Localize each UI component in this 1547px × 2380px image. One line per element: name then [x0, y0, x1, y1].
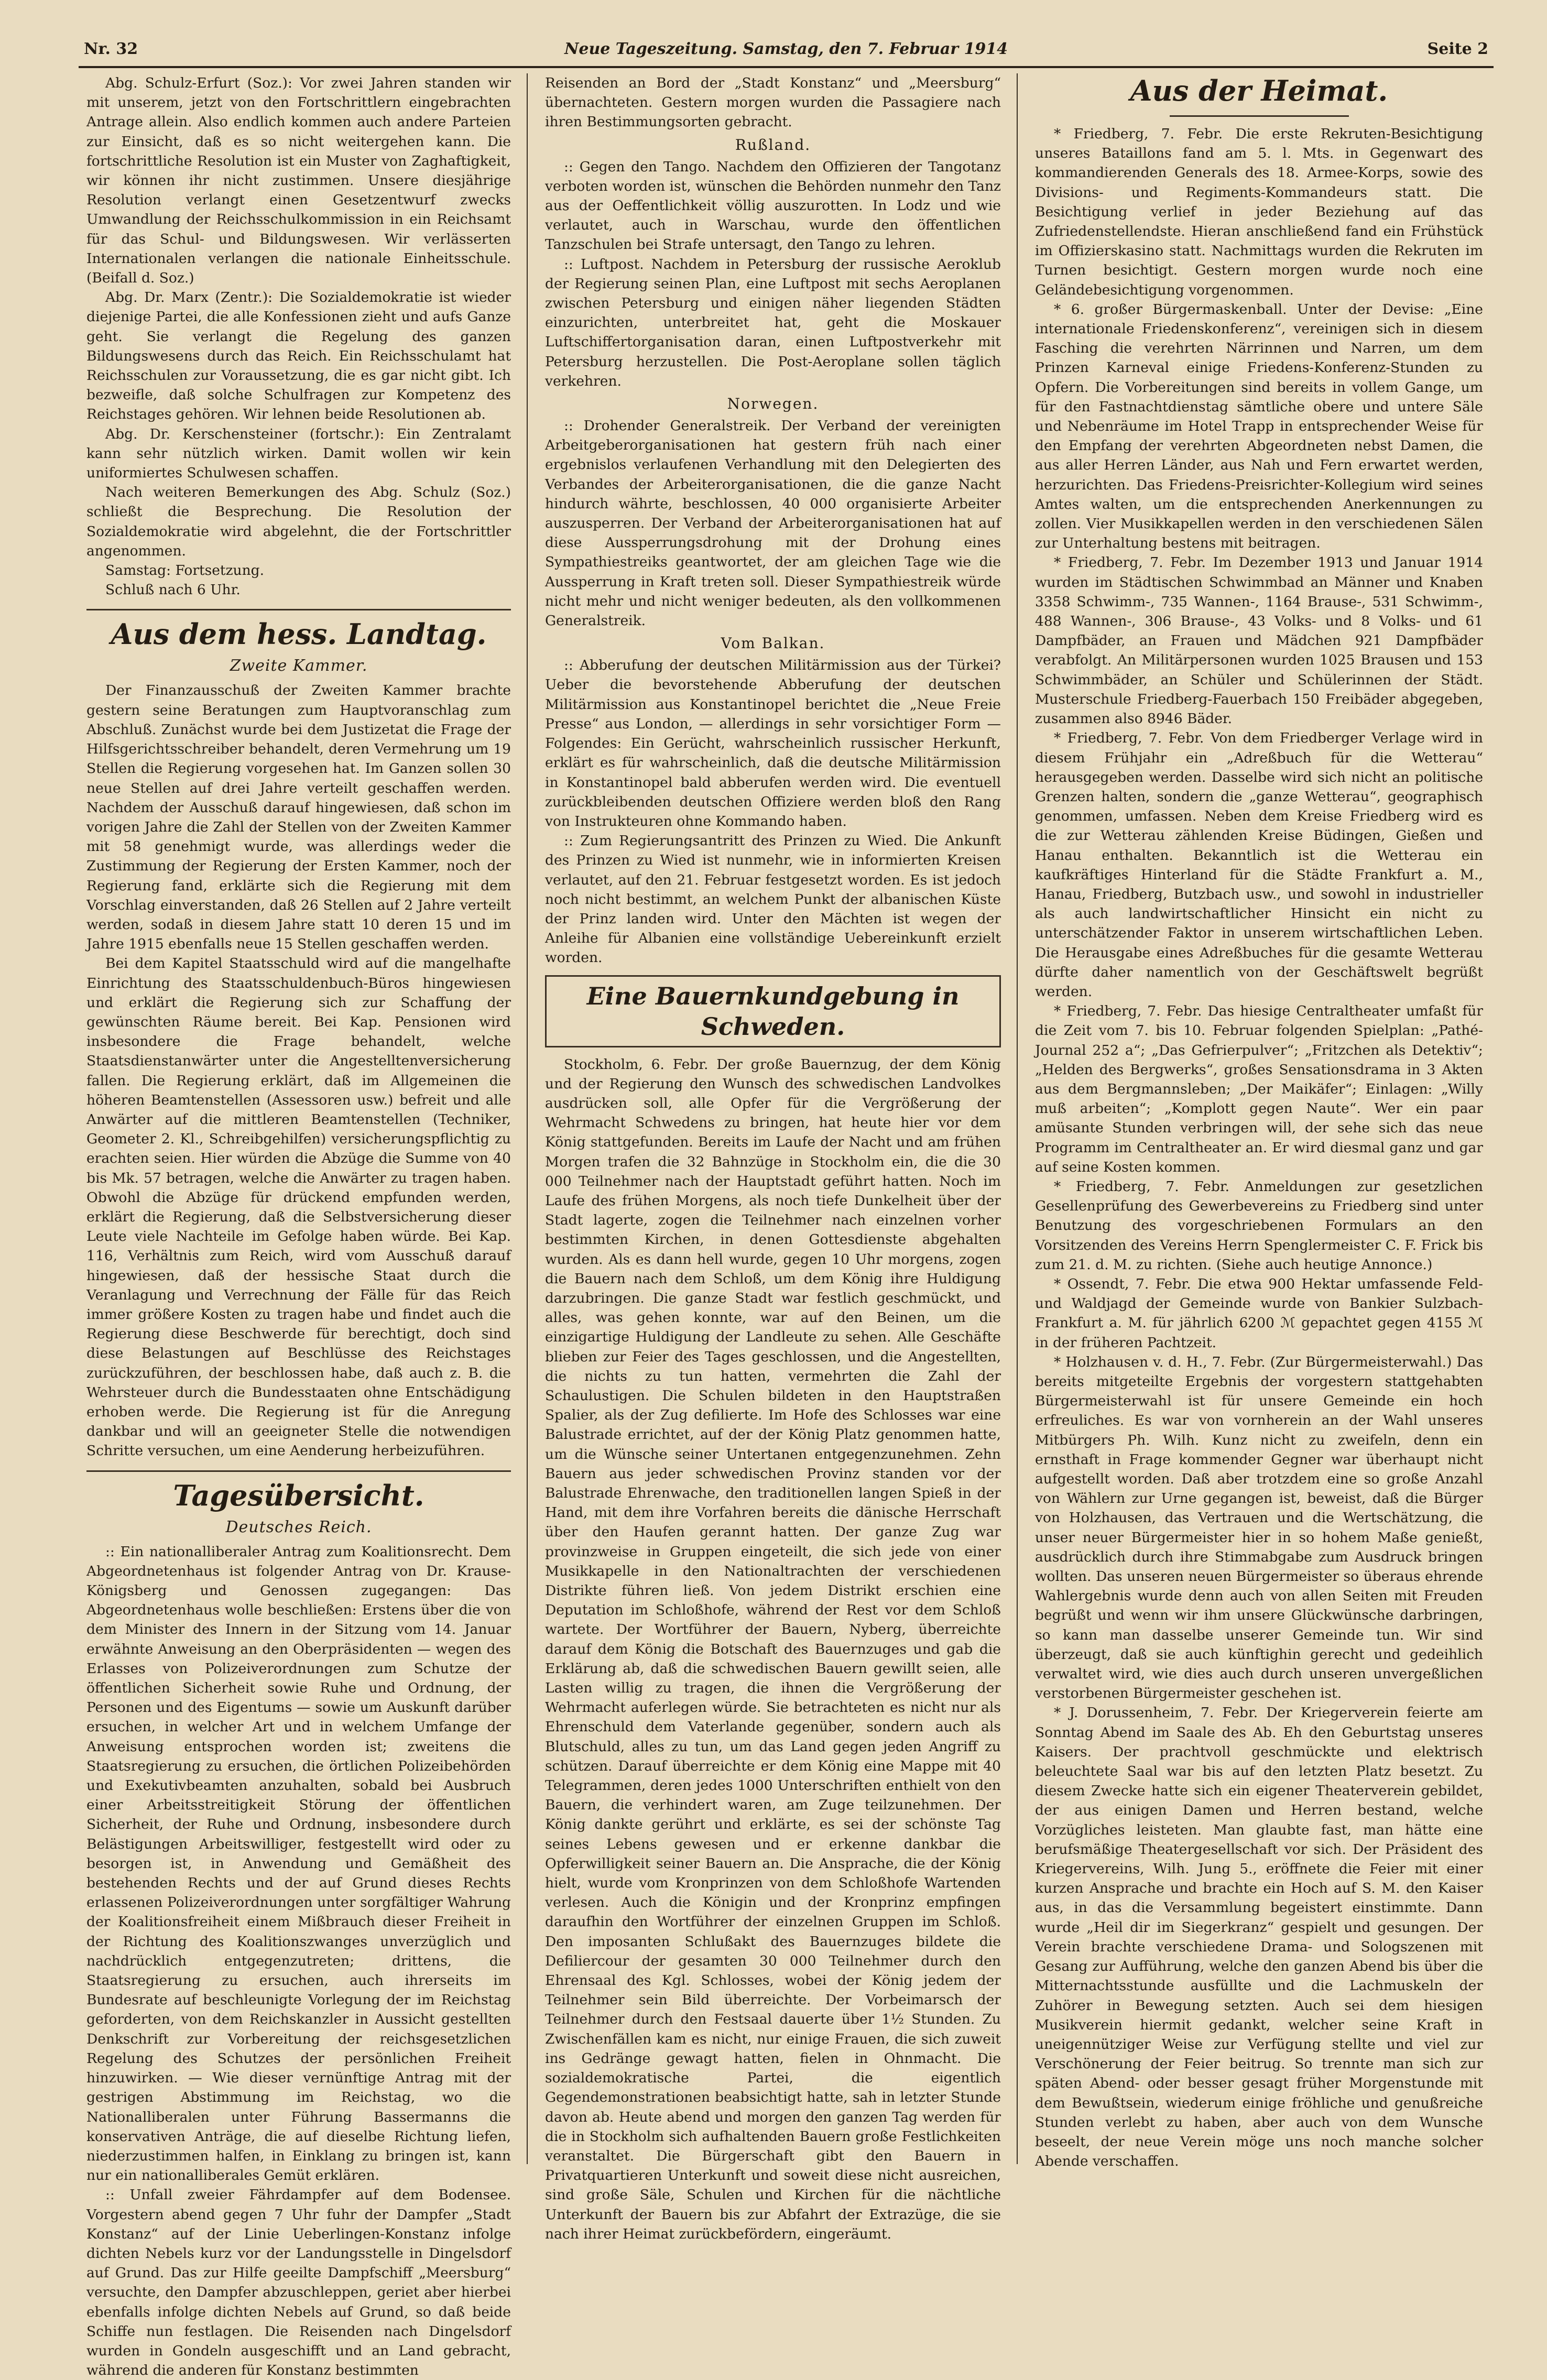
paragraph: * Holzhausen v. d. H., 7. Febr. (Zur Bürgermeisterwahl.) Das bereits mitgeteilte Ergebnis der vorgestern stattgehabten Bürgermeisterwahl ist für unsere Gemeinde ein hoch erfreuliches. Es war von vornherein an der Wahl unseres Mitbürgers Ph. Wilh. Kunz nicht zu zweifeln, denn ein ernsthaft in Frage kommender Gegner war überhaupt nicht aufgestellt worden. Daß aber trotzdem eine so große Anzahl von Wählern zur Urne gegangen ist, beweist, daß die Bürger von Holzhausen, das Vertrauen und die Wertschätzung, die unser neuer Bürgermeister hier in so hohem Maße genießt, ausdrücklich durch ihre Stimmabgabe zum Ausdruck bringen wollten. Das unseren neuen Bürgermeister so überaus ehrende Wahlergebnis wurde denn auch von allen Seiten mit Freuden begrüßt und wenn wir ihm unsere Glückwünsche darbringen, so kann man dasselbe unserer Gemeinde tun. Wir sind überzeugt, daß sie auch künftighin gerecht und gedeihlich verwaltet wird, wie dies auch durch unseren unvergeßlichen verstorbenen Bürgermeister geschehen ist. [1035, 1353, 1483, 1702]
paragraph: Reisenden an Bord der „Stadt Konstanz“ und „Meersburg“ übernachteten. Gestern morgen wurden die Passagiere nach ihren Bestimmungsorten gebracht. [545, 75, 1001, 130]
paragraph: Bei dem Kapitel Staatsschuld wird auf die mangelhafte Einrichtung des Staatsschuldenbuch-Büros hingewiesen und erklärt die Regierung sich zur Schaffung der gewünschten Räume bereit. Bei Kap. Pensionen wird insbesondere die Frage behandelt, welche Staatsdienstanwärter unter die Angestelltenversicherung fallen. Die Regierung erklärt, daß im Allgemeinen die höheren Beamtenstellen (Assessoren usw.) befreit und alle Anwärter auf die mittleren Beamtenstellen (Techniker, Geometer 2. Kl., Schreibgehilfen) versicherungspflichtig zu erachten seien. Hier würden die Abzüge die Summe von 40 bis Mk. 57 betragen, welche die Anwärter zu tragen haben. Obwohl die Abzüge für drückend empfunden werden, erklärt die Regierung, daß die Selbstversicherung dieser Leute viele Nachteile im Gefolge haben würde. Bei Kap. 116, Verhältnis zum Reich, wird vom Ausschuß darauf hingewiesen, daß der hessische Staat durch die Veranlagung und Verrechnung der Fälle für das Reich immer größere Kosten zu tragen habe und findet auch die Regierung diese Beschwerde für berechtigt, doch sind diese Belastungen auf Beschlüsse des Reichstages zurückzuführen, der beschlossen habe, daß auch z. B. die Wehrsteuer durch die Bundesstaaten ohne Entschädigung erhoben werde. Die Regierung ist für die Anregung dankbar und will an geeigneter Stelle die notwendigen Schritte versuchen, um eine Aenderung herbeizuführen. [86, 955, 511, 1459]
paragraph: Samstag: Fortsetzung. [105, 562, 265, 579]
paragraph: * Friedberg, 7. Febr. Von dem Friedberger Verlage wird in diesem Frühjahr ein „Adreßbuch für die Wetterau“ herausgegeben werden. Dasselbe wird sich nicht an politische Grenzen halten, sondern die „ganze Wetterau“, geographisch genommen, umfassen. Neben dem Kreise Friedberg wird es die zur Wetterau zählenden Kreise Büdingen, Gießen und Hanau enthalten. Bekanntlich ist die Wetterau ein kaufkräftiges Hinterland für die Städte Frankfurt a. M., Hanau, Friedberg, Butzbach usw., und sowohl in industrieller als auch landwirtschaftlicher Hinsicht ein nicht zu unterschätzender Faktor in unserem wirtschaftlichen Leben. Die Herausgabe eines Adreßbuches für die gesamte Wetterau dürfte daher namentlich von der Geschäftswelt begrüßt werden. [1035, 730, 1483, 1000]
section-divider [1170, 115, 1349, 117]
paragraph: Abg. Schulz-Erfurt (Soz.): Vor zwei Jahren standen wir mit unserem, jetzt von den Fortschrittlern eingebrachten Antrage allein. Also endlich kommen auch andere Parteien zur Einsicht, daß es so nicht weitergehen kann. Die fortschrittliche Resolution ist ein Muster von Zaghaftigkeit, wir können ihr nicht zustimmen. Unsere diesjährige Resolution verlangt einen Gesetzentwurf zwecks Umwandlung der Reichsschulkommission in ein Reichsamt für das Schul- und Bildungswesen. Wir verlässerten Internationalen verlangen die nationale Einheitsschule. (Beifall d. Soz.) [86, 75, 511, 287]
page-number: Seite 2 [1427, 40, 1488, 58]
landtag-heading: Aus dem hess. Landtag. [111, 617, 487, 651]
section-divider [86, 609, 511, 610]
norwegen-heading: Norwegen. [727, 395, 819, 413]
paragraph: * Friedberg, 7. Febr. Das hiesige Centraltheater umfaßt für die Zeit vom 7. bis 10. Februar folgenden Spielplan: „Pathé-Journal 252 a“; „Das Gefrierpulver“; „Fritzchen als Detektiv“; „Helden des Bergwerks“, großes Sensationsdrama in 3 Akten aus dem Bergmannsleben; „Der Maikäfer“; Einlagen: „Willy muß arbeiten“; „Komplott gegen Naute“. Wer ein paar amüsante Stunden verbringen will, der sehe sich das neue Programm im Centraltheater an. Er wird diesmal ganz und gar auf seine Kosten kommen. [1035, 1003, 1483, 1175]
column-rule-1 [527, 73, 528, 2164]
paragraph: :: Ein nationalliberaler Antrag zum Koalitionsrecht. Dem Abgeordnetenhaus ist folgender Antrag von Dr. Krause-Königsberg und Genossen zugegangen: Das Abgeordnetenhaus wolle beschließen: Erstens über die von dem Minister des Innern in der Sitzung vom 14. Januar erwähnte Anweisung an den Oberpräsidenten — wegen des Erlasses von Polizeiverordnungen zum Schutze der öffentlichen Sicherheit sowie Ruhe und Ordnung, der Personen und des Eigentums — sowie um Auskunft darüber ersuchen, in welcher Art und in welchem Umfange der Anweisung entsprochen worden ist; zweitens die Staatsregierung zu ersuchen, die örtlichen Polizeibehörden und Exekutivbeamten anzuhalten, sobald bei Ausbruch einer Arbeitsstreitigkeit Störung der öffentlichen Sicherheit, der Ruhe und Ordnung, insbesondere durch Belästigungen Arbeitswilliger, festgestellt wird oder zu besorgen ist, in Anwendung und Gemäßheit des bestehenden Rechts und der auf Grund dieses Rechts erlassenen Polizeiverordnungen unter sorgfältiger Wahrung der Koalitionsfreiheit einem Mißbrauch dieser Freiheit in der Richtung des Koalitionszwanges unverzüglich und nachdrücklich entgegenzutreten; drittens, die Staatsregierung zu ersuchen, auch ihrerseits im Bundesrate auf beschleunigte Vorlegung der im Reichstag geforderten, von dem Reichskanzler in Aussicht gestellten Denkschrift zur Vorbereitung der reichsgesetzlichen Regelung des Schutzes der persönlichen Freiheit hinzuwirken. — Wie dieser vernünftige Antrag mit der gestrigen Abstimmung im Reichstag, wo die Nationalliberalen unter Führung Bassermanns die konservativen Anträge, die auf dieselbe Richtung liefen, niederzustimmen halfen, in Einklang zu bringen ist, kann nur ein nationalliberales Gemüt erklären. [86, 1543, 511, 2184]
deutsches-reich-heading: Deutsches Reich. [225, 1517, 372, 1536]
headline-box [545, 975, 1001, 1047]
paragraph: * Ossendt, 7. Febr. Die etwa 900 Hektar umfassende Feld- und Waldjagd der Gemeinde wurde von Bankier Sulzbach-Frankfurt a. M. für jährlich 6200 ℳ gepachtet gegen 4155 ℳ in der früheren Pachtzeit. [1035, 1275, 1483, 1351]
paragraph: * 6. großer Bürgermaskenball. Unter der Devise: „Eine internationale Friedenskonferenz“, vereinigen sich in diesem Fasching die verehrten Närrinnen und Narren, um dem Prinzen Karneval einige Friedens-Konferenz-Stunden zu Opfern. Die Vorbereitungen sind bereits in vollem Gange, um für den Fastnachtdienstag sämtliche obere und untere Säle und Nebenräume im Hotel Trapp in entsprechender Weise für den Empfang der verehrten Abgeordneten nebst Damen, die aus aller Herren Länder, aus Nah und Fern erwartet werden, herzurichten. Das Friedens-Preisrichter-Kollegium wird seines Amtes walten, um die entsprechenden Anerkennungen zu zollen. Vier Musikkapellen werden in den verschiedenen Sälen zur Unterhaltung bestens mit beitragen. [1035, 301, 1483, 552]
column-3 [1035, 73, 1483, 2170]
paragraph: :: Gegen den Tango. Nachdem den Offizieren der Tangotanz verboten worden ist, wünschen die Behörden nunmehr den Tanz aus der Oeffentlichkeit völlig auszurotten. In Lodz und wie verlautet, auch in Warschau, wurde den öffentlichen Tanzschulen bei Strafe untersagt, den Tango zu lehren. [545, 158, 1001, 253]
paper-title: Neue Tageszeitung. Samstag, den 7. Februar 1914 [564, 40, 1008, 58]
paragraph: Abg. Dr. Kerschensteiner (fortschr.): Ein Zentralamt kann sehr nützlich wirken. Damit wollen wir kein uniformiertes Schulwesen schaffen. [86, 425, 511, 482]
column-1 [86, 73, 511, 2379]
paragraph: Schluß nach 6 Uhr. [105, 582, 241, 598]
paragraph: * Friedberg, 7. Febr. Im Dezember 1913 und Januar 1914 wurden im Städtischen Schwimmbad an Männer und Knaben 3358 Schwimm-, 735 Wannen-, 1164 Brause-, 531 Schwimm-, 488 Wannen-, 306 Brause-, 43 Volks- und 8 Volks- und 61 Dampfbäder, an Frauen und Mädchen 921 Dampfbäder verabfolgt. An Militärpersonen wurden 1025 Brausen und 153 Schwimmbäder, an Schüler und Schülerinnen der Städt. Musterschule Friedberg-Fauerbach 150 Freibäder abgegeben, zusammen also 8946 Bäder. [1035, 554, 1483, 727]
paragraph: * Friedberg, 7. Febr. Die erste Rekruten-Besichtigung unseres Bataillons fand am 5. l. Mts. in Gegenwart des kommandierenden Generals des 18. Armee-Korps, sowie des Divisions- und Regiments-Kommandeurs statt. Die Besichtigung verlief in jeder Beziehung auf das Zufriedenstellendste. Hieran anschließend fand ein Frühstück im Offizierskasino statt. Nachmittags wurden die Rekruten im Turnen besichtigt. Gestern morgen wurde noch eine Geländebesichtigung vorgenommen. [1035, 126, 1483, 298]
paragraph: * Friedberg, 7. Febr. Anmeldungen zur gesetzlichen Gesellenprüfung des Gewerbevereins zu Friedberg sind unter Benutzung des vorgeschriebenen Formulars an den Vorsitzenden des Vereins Herrn Spenglermeister C. F. Frick bis zum 21. d. M. zu richten. (Siehe auch heutige Annonce.) [1035, 1178, 1483, 1273]
paragraph: Nach weiteren Bemerkungen des Abg. Schulz (Soz.) schließt die Besprechung. Die Resolution der Sozialdemokratie wird abgelehnt, die der Fortschrittler angenommen. [86, 484, 511, 559]
paragraph: Abg. Dr. Marx (Zentr.): Die Sozialdemokratie ist wieder diejenige Partei, die alle Konfessionen zieht und aufs Ganze geht. Sie verlangt die Regelung des ganzen Bildungswesens durch das Reich. Ein Reichsschulamt hat Reichsschulen zur Voraussetzung, die es gar nicht gibt. Ich bezweifle, daß solche Schulfragen zur Kompetenz des Reichstages gehören. Wir lehnen beide Resolutionen ab. [86, 289, 511, 423]
bauern-heading: Eine Bauernkundgebung in Schweden. [586, 981, 960, 1041]
paragraph: Der Finanzausschuß der Zweiten Kammer brachte gestern seine Beratungen zum Hauptvoranschlag zum Abschluß. Zunächst wurde bei dem Justizetat die Frage der Hilfsgerichtsschreiber behandelt, deren Vermehrung um 19 Stellen die Regierung vorgesehen hat. Im Ganzen sollen 30 neue Stellen auf drei Jahre verteilt geschaffen werden. Nachdem der Ausschuß darauf hingewiesen, daß schon im vorigen Jahre die Zahl der Stellen von der Zweiten Kammer mit 58 genehmigt wurde, was allerdings weder die Zustimmung der Regierung der Ersten Kammer, noch der Regierung fand, erklärte sich die Regierung mit dem Vorschlag einverstanden, daß 26 Stellen auf 2 Jahre verteilt werden, sodaß in diesem Jahre statt 10 deren 15 und im Jahre 1915 ebenfalls neue 15 Stellen geschaffen werden. [86, 682, 511, 953]
section-divider [86, 1470, 511, 1472]
balkan-heading: Vom Balkan. [721, 635, 825, 652]
paragraph: :: Zum Regierungsantritt des Prinzen zu Wied. Die Ankunft des Prinzen zu Wied ist nunmehr, wie in informierten Kreisen verlautet, auf den 21. Februar festgesetzt worden. Es ist jedoch noch nicht bestimmt, an welchem Punkt der albanischen Küste der Prinz landen wird. Unter den Mächten ist wegen der Anleihe für Albanien eine vollständige Uebereinkunft erzielt worden. [545, 833, 1001, 966]
masthead [79, 37, 1494, 68]
paragraph: :: Luftpost. Nachdem in Petersburg der russische Aeroklub der Regierung seinen Plan, eine Luftpost mit sechs Aeroplanen zwischen Petersburg und einigen näher liegenden Städten einzurichten, unterbreitet hat, geht die Moskauer Luftschiffertorganisation daran, einen Luftpostverkehr mit Petersburg herzustellen. Die Post-Aeroplane sollen täglich verkehren. [545, 256, 1001, 389]
heimat-heading: Aus der Heimat. [1130, 74, 1388, 107]
column-2 [545, 73, 1001, 2242]
paragraph: :: Unfall zweier Fährdampfer auf dem Bodensee. Vorgestern abend gegen 7 Uhr fuhr der Dampfer „Stadt Konstanz“ auf der Linie Ueberlingen-Konstanz infolge dichten Nebels kurz vor der Landungsstelle in Dingelsdorf auf Grund. Das zur Hilfe geeilte Dampfschiff „Meersburg“ versuchte, den Dampfer abzuschleppen, geriet aber hierbei ebenfalls infolge dichten Nebels auf Grund, so daß beide Schiffe nun festlagen. Die Reisenden nach Dingelsdorf wurden in Gondeln ausgeschifft und an Land gebracht, während die anderen für Konstanz bestimmten [86, 2187, 511, 2379]
paragraph: Stockholm, 6. Febr. Der große Bauernzug, der dem König und der Regierung den Wunsch des schwedischen Landvolkes ausdrücken soll, alle Opfer für die Vergrößerung der Wehrmacht Schwedens zu bringen, hat heute hier vor dem König stattgefunden. Bereits im Laufe der Nacht und am frühen Morgen trafen die 32 Bahnzüge in Stockholm ein, die die 30 000 Teilnehmer nach der Hauptstadt geführt hatten. Noch im Laufe des frühen Morgens, als noch tiefe Dunkelheit über der Stadt lagerte, zogen die Teilnehmer nach einzelnen vorher bestimmten Kirchen, in denen Gottesdienste abgehalten wurden. Als es dann hell wurde, gegen 10 Uhr morgens, zogen die Bauern nach dem Schloß, um dem König ihre Huldigung darzubringen. Die ganze Stadt war festlich geschmückt, und alles, was gehen konnte, war auf den Beinen, um die einzigartige Huldigung der Landleute zu sehen. Alle Geschäfte blieben zur Feier des Tages geschlossen, und die Angestellten, die nichts zu tun hatten, vermehrten die Zahl der Schaulustigen. Die Schulen bildeten in den Hauptstraßen Spalier, als der Zug defilierte. Im Hofe des Schlosses war eine Balustrade errichtet, auf der der König Platz genommen hatte, um die Wünsche seiner Untertanen entgegenzunehmen. Zehn Bauern aus jeder schwedischen Provinz standen vor der Balustrade Ehrenwache, den traditionellen langen Spieß in der Hand, mit dem ihre Vorfahren bereits die dänische Herrschaft über den Haufen gerannt hatten. Der ganze Zug war provinzweise in Gruppen eingeteilt, die sich jede von einer Musikkapelle in den Nationaltrachten der verschiedenen Distrikte führen ließ. Von jedem Distrikt erschien eine Deputation im Schloßhofe, während der Rest vor dem Schloß wartete. Der Wortführer der Bauern, Nyberg, überreichte darauf dem König die Botschaft des Bauernzuges und gab die Erklärung ab, daß die schwedischen Bauern gewillt seien, alle Lasten willig zu tragen, die ihnen die Vergrößerung der Wehrmacht auferlegen würde. Sie betrachteten es nicht nur als Ehrenschuld dem Vaterlande gegenüber, sondern auch als Blutschuld, alles zu tun, um das Land gegen jeden Angriff zu schützen. Darauf überreichte er dem König eine Mappe mit 40 Telegrammen, deren jedes 1000 Unterschriften enthielt von den Bauern, die verhindert waren, am Zuge teilzunehmen. Der König dankte gerührt und erklärte, es sei der schönste Tag seines Lebens gewesen und er erkenne dankbar die Opferwilligkeit seiner Bauern an. Die Ansprache, die der König hielt, wurde vom Kronprinzen von dem Schloßhofe Wartenden verlesen. Auch die Königin und der Kronprinz empfingen daraufhin den Wortführer der einzelnen Gruppen im Schloß. Den imposanten Schlußakt des Bauernzuges bildete die Defiliercour der gesamten 30 000 Teilnehmer durch den Ehrensaal des Kgl. Schlosses, wobei der König jedem der Teilnehmer sein Bild überreichte. Der Vorbeimarsch der Teilnehmer durch den Festsaal dauerte über 1½ Stunden. Zu Zwischenfällen kam es nicht, nur einige Frauen, die sich zuweit ins Gedränge gewagt hatten, fielen in Ohnmacht. Die sozialdemokratische Partei, die eigentlich Gegendemonstrationen beabsichtigt hatte, sah in letzter Stunde davon ab. Heute abend und morgen den ganzen Tag werden für die in Stockholm sich aufhaltenden Bauern große Festlichkeiten veranstaltet. Die Bürgerschaft gibt den Bauern in Privatquartieren Unterkunft und soweit diese nicht ausreichen, sind große Säle, Schulen und Kirchen für die nächtliche Unterkunft der Bauern bis zur Abfahrt der Extrazüge, die sie nach ihrer Heimat zurückbefördern, eingeräumt. [545, 1056, 1001, 2242]
paragraph: :: Abberufung der deutschen Militärmission aus der Türkei? Ueber die bevorstehende Abberufung der deutschen Militärmission aus Konstantinopel berichtet die „Neue Freie Presse“ aus London, — allerdings in sehr vorsichtiger Form — Folgendes: Ein Gerücht, wahrscheinlich russischer Herkunft, erklärt es für wahrscheinlich, daß die deutsche Militärmission in Konstantinopel bald abberufen werden wird. Die eventuell zurückbleibenden deutschen Offiziere werden bloß den Rang von Instrukteuren ohne Kommando haben. [545, 657, 1001, 829]
tagesuebersicht-heading: Tagesübersicht. [173, 1478, 424, 1512]
landtag-subheading: Zweite Kammer. [230, 657, 368, 675]
russland-heading: Rußland. [735, 136, 811, 154]
column-rule-2 [1017, 73, 1018, 2164]
paragraph: :: Drohender Generalstreik. Der Verband der vereinigten Arbeitgeberorganisationen hat gestern früh nach einer ergebnislos verlaufenen Verhandlung mit den Delegierten des Verbandes der Arbeiterorganisationen, die die ganze Nacht hindurch währte, beschlossen, 40 000 organisierte Arbeiter auszusperren. Der Verband der Arbeiterorganisationen hat auf diese Aussperrungsdrohung mit der Drohung eines Sympathiestreiks geantwortet, der am gleichen Tage wie die Aussperrung in Kraft treten soll. Dieser Sympathiestreik würde nicht mehr und nicht weniger bedeuten, als den vollkommenen Generalstreik. [545, 418, 1001, 629]
paragraph: * J. Dorussenheim, 7. Febr. Der Kriegerverein feierte am Sonntag Abend im Saale des Ab. Eh den Geburtstag unseres Kaisers. Der prachtvoll geschmückte und elektrisch beleuchtete Saal war bis auf den letzten Platz besetzt. Zu diesem Zwecke hatte sich ein eigener Theaterverein gebildet, der aus einigen Damen und Herren bestand, welche Vorzügliches leisteten. Man glaubte fast, man hätte eine berufsmäßige Theatergesellschaft vor sich. Der Präsident des Kriegervereins, Wilh. Jung 5., eröffnete die Feier mit einer kurzen Ansprache und brachte ein Hoch auf S. M. den Kaiser aus, in das die Versammlung begeistert einstimmte. Dann wurde „Heil dir im Siegerkranz“ gespielt und gesungen. Der Verein brachte verschiedene Drama- und Sologszenen mit Gesang zur Aufführung, welche den ganzen Abend bis über die Mitternachtsstunde ausfüllte und die Lachmuskeln der Zuhörer in Bewegung setzten. Auch sei dem hiesigen Musikverein hiermit gedankt, welcher seine Kraft in uneigennütziger Weise zur Verfügung stellte und viel zur Verschönerung der Feier beitrug. So trennte man sich zur späten Abend- oder besser gesagt früher Morgenstunde mit dem Bewußtsein, wiederum einige fröhliche und genußreiche Stunden verlebt zu haben, aber auch von dem Wunsche beseelt, der neue Verein möge uns noch manche solcher Abende verschaffen. [1035, 1705, 1483, 2170]
issue-number: Nr. 32 [84, 40, 138, 58]
